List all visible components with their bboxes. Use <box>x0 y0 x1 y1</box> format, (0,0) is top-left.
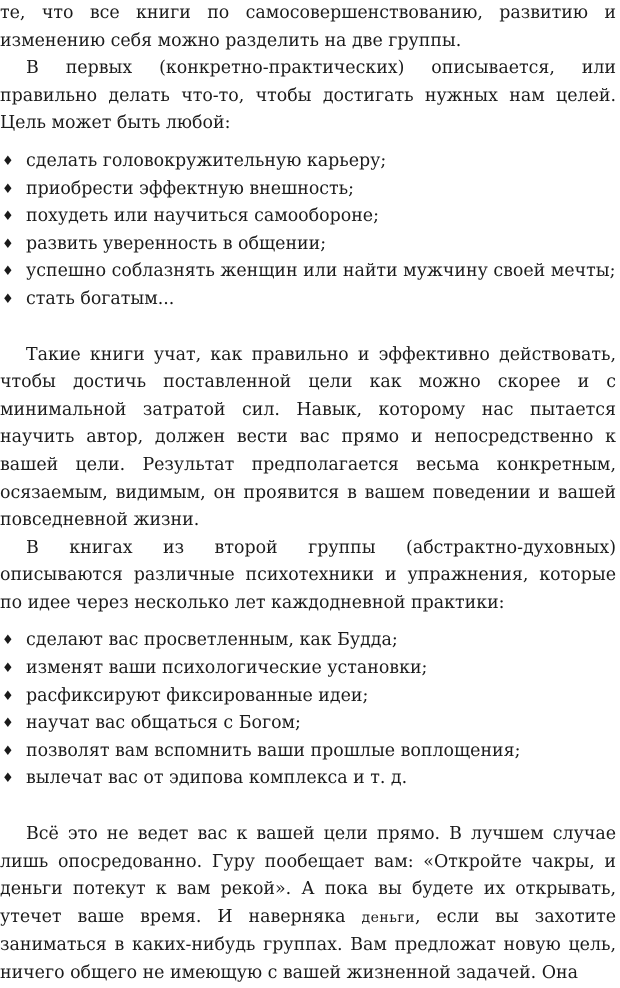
paragraph-conclusion: Всё это не ведет вас к вашей цели прямо. В лучшем случае лишь опосредованно. Гуру пообещает вам: «Откройте чакры, и деньги потекут к вам рекой». А пока вы будете их открывать, утечет ваше время. И наверняка деньги, если вы захотите заниматься в каких-нибудь группах. Вам предложат новую цель, ничего общего не имеющую с вашей жизненной задачей. Она <box>0 824 617 983</box>
list-item: ♦ вылечат вас от эдипова комплекса и т. д. <box>0 765 616 793</box>
diamond-bullet-icon: ♦ <box>2 716 14 732</box>
diamond-bullet-icon: ♦ <box>2 209 14 225</box>
spiritual-promises-list <box>0 627 616 793</box>
paragraph-spiritual-books: В книгах из второй группы (абстрактно-духовных) описываются различные психотехники и упражнения, которые по идее через несколько лет каждодневной практики: <box>0 537 616 613</box>
spacer <box>0 138 616 148</box>
list-item: ♦ расфиксируют фиксированные идеи; <box>0 683 616 711</box>
list-item: ♦ научат вас общаться с Богом; <box>0 710 616 738</box>
paragraph-intro-continuation: те, что все книги по самосовершенствованию, развитию и изменению себя можно разделить на две группы. <box>0 3 616 51</box>
spacer <box>0 617 616 627</box>
list-item: ♦ изменят ваши психологические установки; <box>0 655 616 683</box>
diamond-bullet-icon: ♦ <box>2 743 14 759</box>
diamond-bullet-icon: ♦ <box>2 688 14 704</box>
highlighted-word: деньги <box>361 909 415 926</box>
list-item: ♦ позволят вам вспомнить ваши прошлые воплощения; <box>0 738 616 766</box>
diamond-bullet-icon: ♦ <box>2 633 14 649</box>
list-item: ♦ успешно соблазнять женщин или найти мужчину своей мечты; <box>0 258 616 286</box>
diamond-bullet-icon: ♦ <box>2 264 14 280</box>
diamond-bullet-icon: ♦ <box>2 661 14 677</box>
paragraph-practical-books: В первых (конкретно-практических) описывается, или правильно делать что-то, чтобы достигать нужных нам целей. Цель может быть любой: <box>0 58 616 134</box>
list-item: ♦ сделают вас просветленным, как Будда; <box>0 627 616 655</box>
diamond-bullet-icon: ♦ <box>2 153 14 169</box>
spacer <box>0 314 616 342</box>
diamond-bullet-icon: ♦ <box>2 236 14 252</box>
diamond-bullet-icon: ♦ <box>2 771 14 787</box>
list-item: ♦ стать богатым... <box>0 286 616 314</box>
practical-goals-list <box>0 148 616 314</box>
list-item: ♦ сделать головокружительную карьеру; <box>0 148 616 176</box>
list-item: ♦ похудеть или научиться самообороне; <box>0 203 616 231</box>
spacer <box>0 793 616 821</box>
list-item: ♦ развить уверенность в общении; <box>0 231 616 259</box>
diamond-bullet-icon: ♦ <box>2 181 14 197</box>
list-item: ♦ приобрести эффектную внешность; <box>0 176 616 204</box>
diamond-bullet-icon: ♦ <box>2 291 14 307</box>
paragraph-practical-books-result: Такие книги учат, как правильно и эффективно действовать, чтобы достичь поставленной цели как можно скорее и с минимальной затратой сил. Навык, которому нас пытается научить автор, должен вести вас прямо и непосредственно к вашей цели. Результат предполагается весьма конкретным, осязаемым, видимым, он проявится в вашем поведении и вашей повседневной жизни. <box>0 344 616 531</box>
